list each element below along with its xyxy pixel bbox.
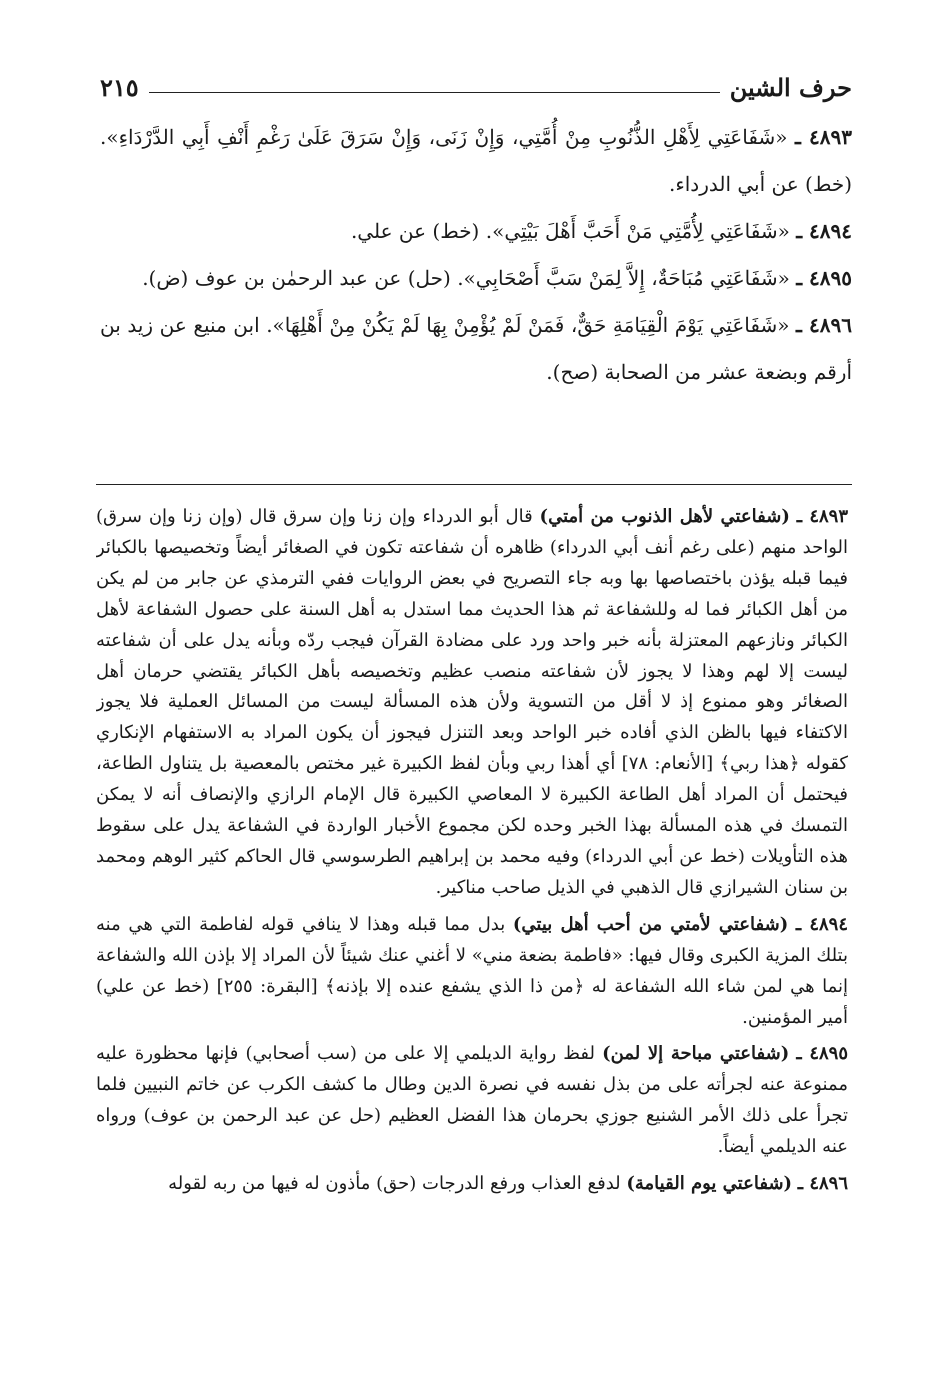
- hadith-text: «شَفَاعَتِي لِأُمَّتِي مَنْ أَحَبَّ أَهْلَ بَيْتِي».: [485, 219, 790, 243]
- commentary-entry-4895: [96, 1039, 848, 1163]
- entry-number: ٤٨٩٤ ـ: [796, 219, 852, 243]
- header-rule: [149, 92, 720, 93]
- hadith-text: «شَفَاعَتِي يَوْمَ الْقِيَامَةِ حَقٌّ، فَمَنْ لَمْ يُؤْمِنْ بِهَا لَمْ يَكُنْ مِنْ أَهْلِهَا».: [266, 313, 790, 337]
- hadith-text: «شَفَاعَتِي لِأَهْلِ الذُّنُوبِ مِنْ أُمَّتِي، وَإِنْ زَنَى، وَإِنْ سَرَقَ عَلَىٰ رَغْمِ أَنْفِ أَبِي الدَّرْدَاءِ».: [100, 125, 788, 149]
- commentary-lemma: (شفاعتي مباحة إلا لمن): [602, 1043, 790, 1065]
- hadith-source: (حل) عن عبد الرحمٰن بن عوف (ض).: [142, 266, 451, 290]
- hadith-entry-4896: [100, 302, 852, 396]
- entry-number: ٤٨٩٦ ـ: [796, 313, 852, 337]
- commentary-entry-4893: [96, 502, 848, 904]
- commentary-text: قال أبو الدرداء وإن زنا وإن سرق قال (وإن زنا وإن سرق) الواحد منهم (على رغم أنف أبي الدرداء) ظاهره أن شفاعته تكون في الصغائر أيضاً وتخصيصها بالكبائر فيما قبله يؤذن باختصاصها بها وبه جاء التصريح في بعض الروايات ففي الترمذي عن جابر من لم يكن من أهل الكبائر فما له وللشفاعة ثم هذا الحديث مما استدل به أهل السنة على حصول الشفاعة لأهل الكبائر ونازعهم المعتزلة بأنه خبر واحد ورد على مضادة القرآن فيجب ردّه وبأنه يدل على أن شفاعته ليست إلا لهم وهذا لا يجوز لأن شفاعته منصب عظيم وتخصيصه بأهل الكبائر يقتضي حرمان أهل الصغائر وهو ممنوع إذ لا أقل من التسوية ولأن هذه المسألة ليست من المسائل العملية فلا يجوز الاكتفاء فيها بالظن الذي أفاده خبر الواحد وبعد التنزل فيجوز أن يكون المراد به الاستفهام الإنكاري كقوله ﴿هذا ربي﴾ [الأنعام: ٧٨] أي أهذا ربي وبأن لفظ الكبيرة غير مختص بالمعصية بل يتناول الطاعة، فيحتمل أن المراد أهل الطاعة الكبيرة لا المعاصي الكبيرة قال الإمام الرازي والإنصاف أنه لا يمكن التمسك في هذه المسألة بهذا الخبر وحده لكن مجموع الأخبار الواردة في الشفاعة يدل على سقوط هذه التأويلات (خط عن أبي الدرداء) وفيه محمد بن إبراهيم الطرسوسي قال الحاكم كثير الوهم ومحمد بن سنان الشيرازي قال الذهبي في الذيل صاحب مناكير.: [96, 506, 848, 898]
- entry-number: ٤٨٩٤ ـ: [795, 913, 848, 935]
- commentary-text: بدل مما قبله وهذا لا ينافي قوله لفاطمة التي هي منه بتلك المزية الكبرى وقال فيها: «فاطمة بضعة مني» لا أغني عنك شيئاً لأن المراد إلا بإذن الله والشفاعة إنما هي لمن شاء الله الشفاعة له ﴿من ذا الذي يشفع عنده إلا بإذنه﴾ [البقرة: ٢٥٥] (خط عن علي) أمير المؤمنين.: [96, 913, 848, 1028]
- hadith-text-section: [100, 114, 852, 470]
- hadith-entry-4894: [100, 208, 852, 255]
- commentary-text: لدفع العذاب ورفع الدرجات (حق) مأذون له فيها من ربه لقوله: [168, 1173, 621, 1195]
- hadith-source: (خط) عن علي.: [350, 219, 480, 243]
- entry-number: ٤٨٩٦ ـ: [797, 1173, 848, 1195]
- section-divider: [96, 484, 852, 485]
- entry-number: ٤٨٩٣ ـ: [795, 125, 852, 149]
- hadith-entry-4893: [100, 114, 852, 208]
- commentary-entry-4896: [96, 1169, 848, 1200]
- commentary-text: لفظ رواية الديلمي إلا على من (سب أصحابي) فإنها محظورة عليه ممنوعة عنه لجرأته على من بذل نفسه في نصرة الدين وطال ما كشف الكرب عن خاتم النبيين فلما تجرأ على ذلك الأمر الشنيع جوزي بحرمان هذا الفضل العظيم (حل عن عبد الرحمن بن عوف) ورواه عنه الديلمي أيضاً.: [96, 1043, 848, 1158]
- commentary-lemma: (شفاعتي لأهل الذنوب من أمتي): [539, 506, 790, 527]
- commentary-lemma: (شفاعتي لأمتي من أحب أهل بيتي): [512, 913, 789, 935]
- page-number: ٢١٥: [100, 73, 139, 102]
- commentary-section: [96, 502, 848, 1372]
- entry-number: ٤٨٩٥ ـ: [796, 1043, 848, 1065]
- entry-number: ٤٨٩٣ ـ: [796, 506, 848, 527]
- commentary-entry-4894: [96, 910, 848, 1034]
- hadith-source: ابن منيع عن زيد بن أرقم وبضعة عشر من الصحابة (صح).: [100, 313, 852, 384]
- running-title: حرف الشين: [729, 73, 852, 102]
- hadith-source: (خط) عن أبي الدرداء.: [668, 172, 852, 196]
- entry-number: ٤٨٩٥ ـ: [796, 266, 852, 290]
- hadith-entry-4895: [100, 255, 852, 302]
- commentary-lemma: (شفاعتي يوم القيامة): [626, 1173, 793, 1195]
- hadith-text: «شَفَاعَتِي مُبَاحَةٌ، إِلاَّ لِمَنْ سَبَّ أَصْحَابِي».: [457, 266, 790, 290]
- page-header: [100, 62, 852, 102]
